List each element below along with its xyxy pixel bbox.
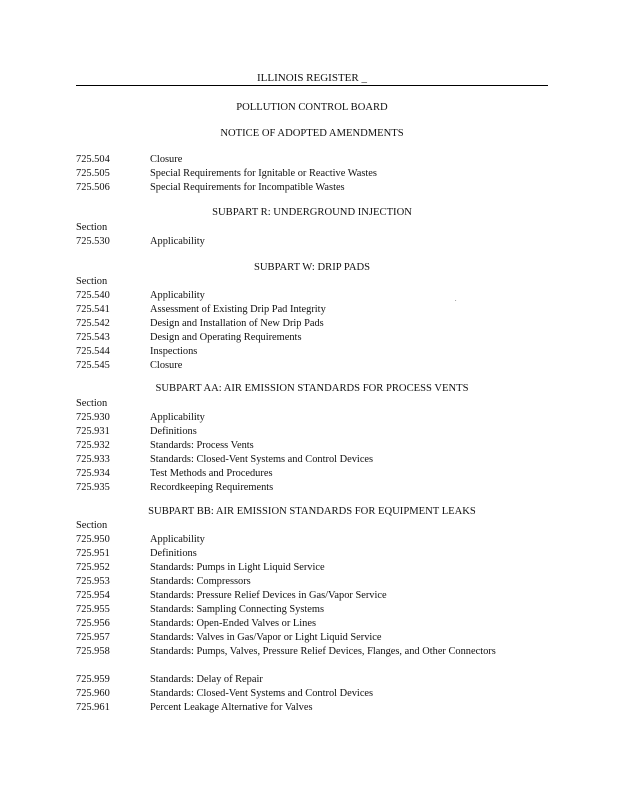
section-number: 725.935 [76,482,110,493]
section-number: 725.930 [76,412,110,423]
section-label: Section [76,398,108,409]
section-title: Recordkeeping Requirements [150,482,274,493]
section-number: 725.932 [76,440,110,451]
section-title: Design and Installation of New Drip Pads [150,318,324,329]
subpart-heading: SUBPART AA: AIR EMISSION STANDARDS FOR PROCESS VENTS [155,383,469,394]
section-title: Standards: Closed-Vent Systems and Control Devices [150,688,374,699]
section-title: Standards: Pumps, Valves, Pressure Relief Devices, Flanges, and Other Connectors [150,646,496,657]
section-title: Standards: Pumps in Light Liquid Service [150,562,325,573]
section-title: Special Requirements for Incompatible Wastes [150,182,345,193]
section-number: 725.506 [76,182,110,193]
section-title: Percent Leakage Alternative for Valves [150,702,313,713]
section-number: 725.950 [76,534,110,545]
section-number: 725.504 [76,154,110,165]
section-title: Applicability [150,412,205,423]
section-title: Closure [150,360,183,371]
section-title: Standards: Compressors [150,576,251,587]
section-title: Special Requirements for Ignitable or Reactive Wastes [150,168,377,179]
section-number: 725.530 [76,236,110,247]
section-number: 725.958 [76,646,110,657]
section-label: Section [76,520,108,531]
section-number: 725.953 [76,576,110,587]
section-number: 725.956 [76,618,110,629]
section-number: 725.542 [76,318,110,329]
section-label: Section [76,276,108,287]
notice-title: NOTICE OF ADOPTED AMENDMENTS [220,128,404,139]
section-number: 725.955 [76,604,110,615]
section-number: 725.952 [76,562,110,573]
section-title: Definitions [150,548,197,559]
section-number: 725.544 [76,346,110,357]
section-title: Standards: Delay of Repair [150,674,263,685]
section-number: 725.961 [76,702,110,713]
section-title: Closure [150,154,183,165]
section-number: 725.541 [76,304,110,315]
section-title: Assessment of Existing Drip Pad Integrity [150,304,326,315]
section-number: 725.543 [76,332,110,343]
section-title: Definitions [150,426,197,437]
section-number: 725.505 [76,168,110,179]
section-title: Test Methods and Procedures [150,468,273,479]
section-title: Inspections [150,346,198,357]
section-number: 725.545 [76,360,110,371]
section-number: 725.933 [76,454,110,465]
section-number: 725.960 [76,688,110,699]
section-number: 725.931 [76,426,110,437]
section-label: Section [76,222,108,233]
section-title: Standards: Valves in Gas/Vapor or Light Liquid Service [150,632,382,643]
section-number: 725.540 [76,290,110,301]
scan-speck: . [455,297,457,303]
section-number: 725.934 [76,468,110,479]
section-title: Standards: Pressure Relief Devices in Gas/Vapor Service [150,590,387,601]
register-header: ILLINOIS REGISTER _ [76,72,548,86]
section-title: Design and Operating Requirements [150,332,302,343]
board-title: POLLUTION CONTROL BOARD [236,102,388,113]
subpart-heading: SUBPART R: UNDERGROUND INJECTION [212,207,412,218]
section-title: Standards: Process Vents [150,440,254,451]
section-title: Standards: Closed-Vent Systems and Control Devices [150,454,374,465]
section-number: 725.959 [76,674,110,685]
subpart-heading: SUBPART BB: AIR EMISSION STANDARDS FOR EQUIPMENT LEAKS [148,506,476,517]
section-number: 725.951 [76,548,110,559]
section-title: Standards: Sampling Connecting Systems [150,604,325,615]
subpart-heading: SUBPART W: DRIP PADS [253,262,371,273]
section-title: Applicability [150,290,205,301]
section-title: Standards: Open-Ended Valves or Lines [150,618,317,629]
section-title: Applicability [150,534,205,545]
section-number: 725.957 [76,632,110,643]
section-number: 725.954 [76,590,110,601]
section-title: Applicability [150,236,205,247]
